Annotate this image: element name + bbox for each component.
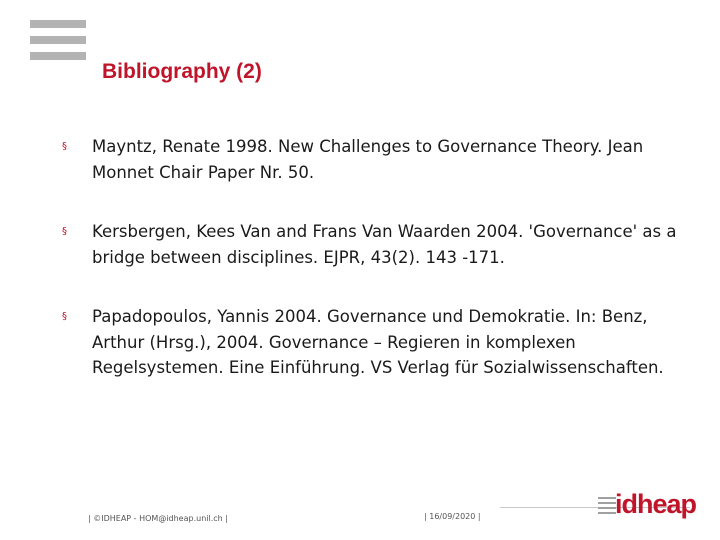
bibliography-list — [62, 134, 702, 381]
logo-wordmark: idheap — [615, 489, 697, 519]
footer-date: | 16/09/2020 | — [424, 512, 481, 521]
bullet-icon: § — [62, 141, 67, 152]
bibliography-text: Mayntz, Renate 1998. New Challenges to Governance Theory. Jean Monnet Chair Paper Nr. 50. — [92, 137, 644, 182]
bibliography-text: Papadopoulos, Yannis 2004. Governance und Demokratie. In: Benz, Arthur (Hrsg.), 2004. Governance – Regieren in komplexen Regelsystemen. Eine Einführung. VS Verlag für Sozialwissenschaften. — [92, 307, 664, 377]
bibliography-entry — [62, 304, 702, 381]
slide-title: Bibliography (2) — [102, 60, 262, 83]
logo-bar — [30, 36, 86, 44]
bibliography-entry — [62, 219, 702, 270]
bullet-icon: § — [62, 311, 67, 322]
bullet-icon: § — [62, 226, 67, 237]
idheap-logo — [598, 488, 697, 522]
logo-bar — [30, 52, 86, 60]
logo-bar — [30, 20, 86, 28]
footer-copyright: | ©IDHEAP - HOM@idheap.unil.ch | — [88, 514, 228, 523]
logo-stripes-icon — [598, 497, 616, 517]
bibliography-entry — [62, 134, 702, 185]
bibliography-text: Kersbergen, Kees Van and Frans Van Waarden 2004. 'Governance' as a bridge between disciplines. EJPR, 43(2). 143 -171. — [92, 222, 677, 267]
corner-logo-bars — [30, 20, 88, 68]
